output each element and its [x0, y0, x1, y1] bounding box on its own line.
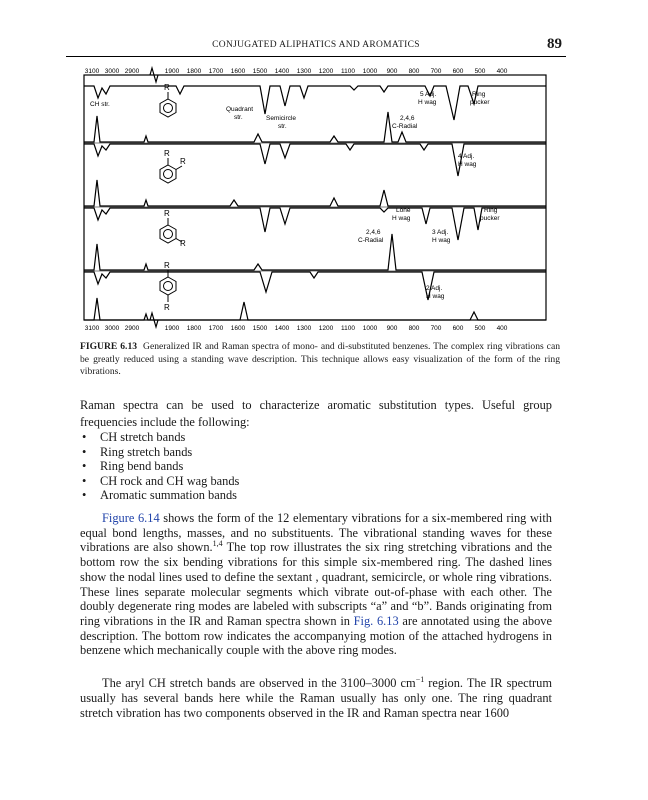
caption-label: FIGURE 6.13: [80, 341, 138, 352]
tick-bottom: 1300: [296, 325, 312, 332]
annot-two-adj: H wag: [426, 293, 445, 300]
benzene-ring-ortho: [160, 158, 182, 183]
page-number: 89: [547, 36, 562, 52]
spectrum-para-ir: [84, 272, 546, 300]
tick-top: 500: [474, 68, 486, 75]
tick-top: 3000: [104, 68, 120, 75]
group-frequency-list: [80, 430, 552, 503]
tick-bottom: 1400: [274, 325, 290, 332]
annot-three-adj: 3 Adj.: [432, 229, 449, 236]
annot-three-adj: H wag: [432, 237, 451, 244]
tick-bottom: 700: [430, 325, 442, 332]
annot-quadrant: Quadrant: [226, 106, 254, 113]
tick-bottom: 1600: [230, 325, 246, 332]
spectrum-ortho-raman: [84, 180, 546, 206]
tick-top: 700: [430, 68, 442, 75]
annot-ring-pucker: pucker: [470, 99, 490, 106]
r-label: R: [164, 149, 170, 158]
list-item: • Aromatic summation bands: [80, 488, 552, 503]
spectrum-meta-ir: [84, 208, 546, 240]
running-title: CONJUGATED ALIPHATICS AND AROMATICS: [212, 40, 420, 50]
tick-top: 400: [496, 68, 508, 75]
para3-text-a: The aryl CH stretch bands are observed in the 3100–3000 cm: [102, 676, 416, 690]
annot-ring-pucker-b: Ring: [484, 207, 498, 214]
tick-top: 1200: [318, 68, 334, 75]
tick-top: 1700: [208, 68, 224, 75]
spectra-chart: [80, 64, 550, 332]
tick-top: 1000: [362, 68, 378, 75]
annot-semicircle: str.: [278, 123, 287, 130]
tick-bottom: 1700: [208, 325, 224, 332]
tick-bottom: 1500: [252, 325, 268, 332]
tick-bottom: 500: [474, 325, 486, 332]
list-item: • CH stretch bands: [80, 430, 552, 445]
unit-superscript: −1: [415, 674, 425, 684]
tick-bottom: 400: [496, 325, 508, 332]
annot-c246-b: C-Radial: [358, 237, 384, 244]
r-label: R: [164, 209, 170, 218]
annot-semicircle: Semicircle: [266, 115, 296, 122]
tick-top: 1500: [252, 68, 268, 75]
list-item: • CH rock and CH wag bands: [80, 474, 552, 489]
tick-bottom: 1800: [186, 325, 202, 332]
benzene-ring-mono: [160, 92, 176, 117]
tick-bottom: 1900: [164, 325, 180, 332]
r-label: R: [164, 261, 170, 270]
tick-top: 1900: [164, 68, 180, 75]
spectrum-ortho-ir: [84, 144, 546, 176]
tick-top: 1600: [230, 68, 246, 75]
fig-6-13-link[interactable]: Fig. 6.13: [353, 613, 399, 628]
body-paragraph-2: [80, 511, 552, 658]
intro-paragraph: Raman spectra can be used to characterize aromatic substitution types. Useful group frequencies include the following:: [80, 398, 552, 429]
para2-text-b: The top row illustrates the six ring stretching vibrations and the bottom row the six bending vibrations for this simple six-membered ring. The dashed lines show the nodal lines used to define the sextant , quadrant, semicircle, or whole ring vibrations. These lines separate molecular segments which vibrate out-of-phase with each other. The doubly degenerate ring modes are labeled with subscripts “a” and “b”. Bands originating from ring vibrations in the IR and Raman spectra shown in: [80, 540, 552, 628]
body-paragraph-3: [80, 676, 552, 721]
bottom-axis: [85, 325, 508, 332]
figure-caption: [80, 341, 560, 379]
annot-lone: H wag: [392, 215, 411, 222]
figure-6-13: [80, 64, 550, 337]
tick-top: 800: [408, 68, 420, 75]
tick-bottom: 800: [408, 325, 420, 332]
tick-top: 3100: [84, 68, 100, 75]
benzene-ring-para: [160, 270, 176, 302]
tick-top: 1300: [296, 68, 312, 75]
annot-five-adj: H wag: [418, 99, 437, 106]
spectrum-mono-raman: [84, 112, 546, 142]
tick-top: 900: [386, 68, 398, 75]
annot-ring-pucker: Ring: [472, 91, 486, 98]
band-annotations: [90, 91, 500, 300]
list-item: • Ring stretch bands: [80, 445, 552, 460]
tick-top: 1800: [186, 68, 202, 75]
annot-two-adj: 2 Adj.: [426, 285, 443, 292]
tick-bottom: 3000: [104, 325, 120, 332]
para2-text-a: shows the form of the 12 elementary vibrations for a six-membered ring with equal bond lengths, masses, and no substituents. The vibrational standing waves for these vibrations are also shown.: [80, 511, 552, 555]
tick-top: 1400: [274, 68, 290, 75]
tick-bottom: 1100: [341, 325, 355, 332]
tick-bottom: 2900: [124, 325, 140, 332]
tick-top: 1100: [341, 68, 355, 75]
running-header: [66, 36, 566, 57]
annot-c246: C-Radial: [392, 123, 418, 130]
annot-quadrant: str.: [234, 114, 243, 121]
para2-text-c: are annotated using the above description. The bottom row indicates the accompanying motion of the attached hydrogens in benzene which mechanically couple with the above ring modes.: [80, 613, 552, 658]
annot-ch-str: CH str.: [90, 101, 110, 108]
benzene-ring-meta: [160, 218, 182, 243]
list-item: • Ring bend bands: [80, 459, 552, 474]
annot-ring-pucker-b: pucker: [480, 215, 500, 222]
tick-bottom: 600: [452, 325, 464, 332]
spectra-frame: [84, 75, 546, 320]
r-label: R: [164, 83, 170, 92]
figure-6-14-link[interactable]: Figure 6.14: [102, 511, 160, 525]
annot-four-adj: 4 Adj.: [458, 153, 475, 160]
tick-bottom: 1200: [318, 325, 334, 332]
r-label: R: [180, 239, 186, 248]
reference-superscript[interactable]: 1,4: [212, 539, 223, 549]
tick-bottom: 900: [386, 325, 398, 332]
r-label: R: [180, 157, 186, 166]
tick-bottom: 1000: [362, 325, 378, 332]
annot-c246: 2,4,6: [400, 115, 415, 122]
caption-text: Generalized IR and Raman spectra of mono- and di-substituted benzenes. The complex ring vibrations can be greatly reduced using a standing wave description. This technique allows easy visualization of the form of the ring vibrations.: [80, 341, 560, 377]
para3-text-b: region. The IR spectrum usually has several bands here while the Raman usually has only one. The ring quadrant stretch vibration has two components observed in the IR and Raman spectra near 1600: [80, 676, 552, 720]
spectrum-meta-raman: [84, 234, 546, 270]
r-label: R: [164, 303, 170, 312]
annot-five-adj: 5 Adj.: [420, 91, 437, 98]
tick-bottom: 3100: [84, 325, 100, 332]
tick-top: 600: [452, 68, 464, 75]
top-axis: [85, 68, 508, 75]
annot-c246-b: 2,4,6: [366, 229, 381, 236]
annot-four-adj: H wag: [458, 161, 477, 168]
annot-lone: Lone: [396, 207, 411, 214]
tick-top: 2900: [124, 68, 140, 75]
